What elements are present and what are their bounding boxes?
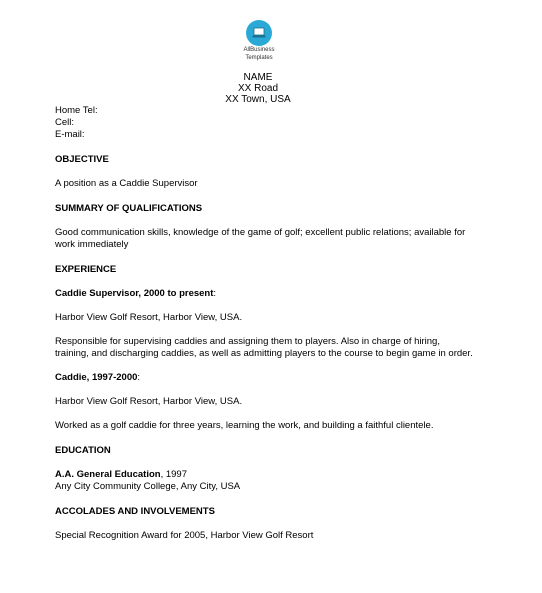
email-label: E-mail:	[55, 129, 85, 140]
summary-heading: SUMMARY OF QUALIFICATIONS	[55, 203, 203, 214]
job-description: Responsible for supervising caddies and assigning them to players. Also in charge of hiring, training, and discharging caddies, as well as admitting players to the course to begin game in order.	[55, 336, 473, 359]
accolades-heading: ACCOLADES AND INVOLVEMENTS	[55, 506, 215, 517]
resume-name: NAME	[243, 72, 273, 83]
objective-heading: OBJECTIVE	[55, 154, 109, 165]
education-year: , 1997	[160, 469, 187, 480]
address-town: XX Town, USA	[225, 94, 291, 105]
education-school: Any City Community College, Any City, USA	[55, 481, 241, 492]
job-employer: Harbor View Golf Resort, Harbor View, USA.	[55, 396, 243, 407]
allbusiness-logo	[241, 20, 277, 62]
job-title-suffix: :	[213, 288, 217, 299]
resume-header	[0, 72, 516, 105]
laptop-icon	[246, 20, 272, 46]
job-title-text: Caddie, 1997-2000	[55, 372, 138, 383]
job-title-text: Caddie Supervisor, 2000 to present	[55, 288, 214, 299]
experience-heading: EXPERIENCE	[55, 264, 117, 275]
contact-block	[55, 105, 475, 141]
logo-sub: Templates	[245, 55, 273, 61]
education-heading: EDUCATION	[55, 445, 111, 456]
summary-text: Good communication skills, knowledge of the game of golf; excellent public relations; available for work immediately	[55, 227, 466, 250]
home-tel-label: Home Tel:	[55, 105, 98, 116]
job-description: Worked as a golf caddie for three years, learning the work, and building a faithful clientele.	[55, 420, 434, 431]
job-title	[55, 372, 475, 384]
logo-name: AllBusiness	[243, 47, 275, 53]
job-title	[55, 288, 475, 300]
education-degree-line	[55, 469, 475, 481]
cell-label: Cell:	[55, 117, 75, 128]
education-degree: A.A. General Education	[55, 469, 161, 480]
resume-body	[55, 105, 475, 542]
job-employer: Harbor View Golf Resort, Harbor View, USA.	[55, 312, 243, 323]
job-title-suffix: :	[137, 372, 141, 383]
accolades-text: Special Recognition Award for 2005, Harbor View Golf Resort	[55, 530, 314, 541]
objective-text: A position as a Caddie Supervisor	[55, 178, 198, 189]
address-road: XX Road	[237, 83, 279, 94]
